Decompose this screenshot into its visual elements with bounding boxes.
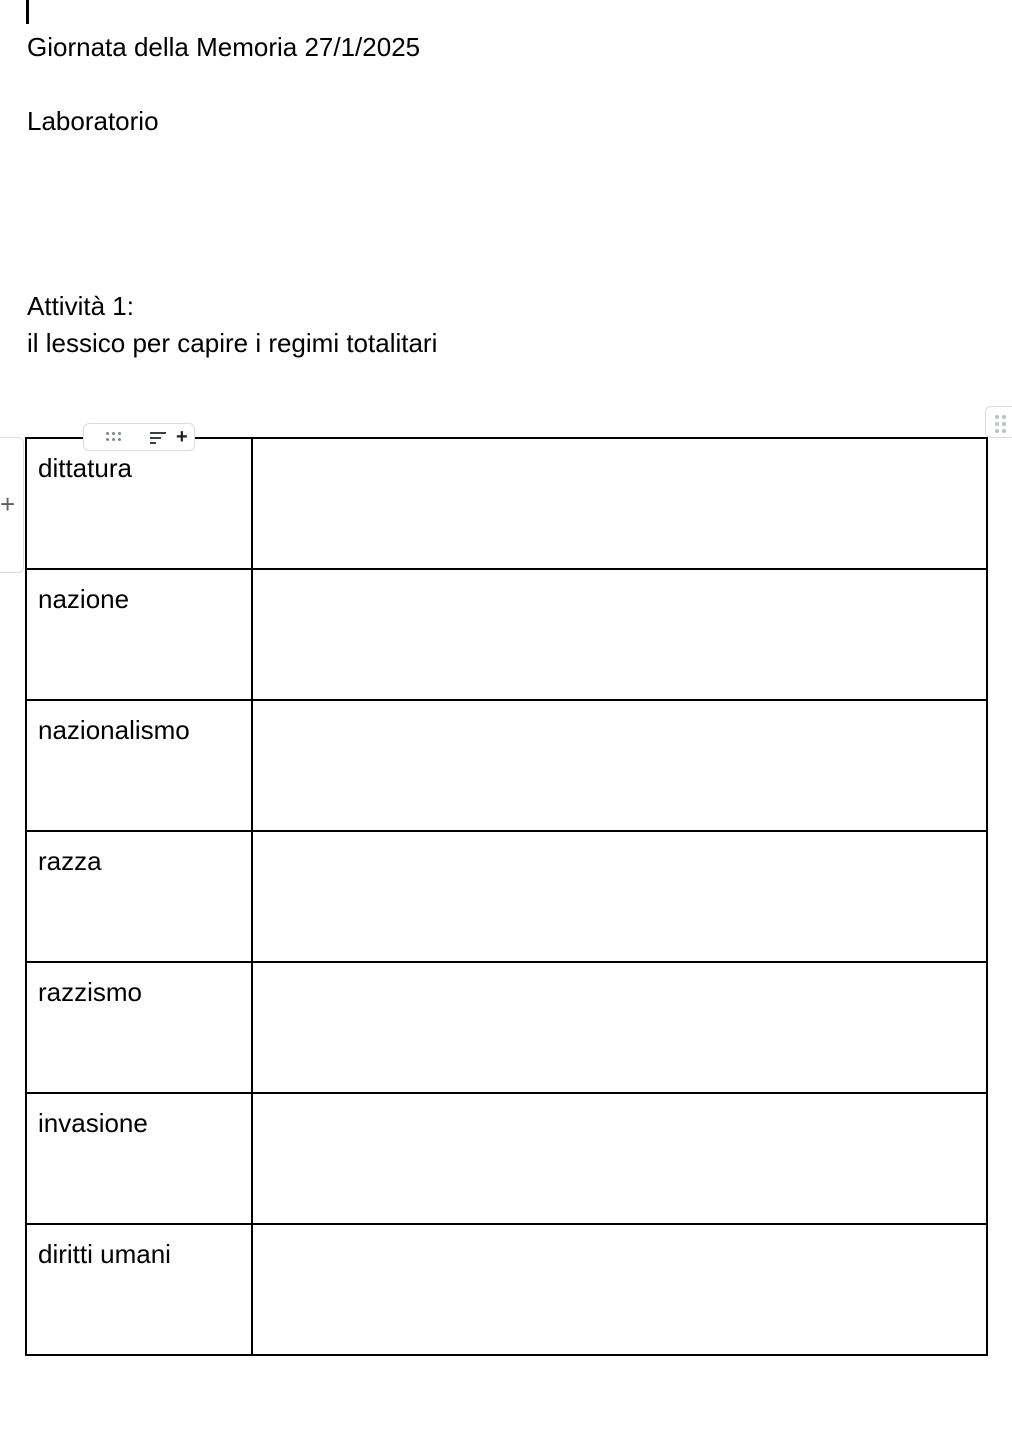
activity-label: Attività 1: <box>27 291 134 321</box>
definition-cell[interactable] <box>252 1224 987 1355</box>
lexicon-table-container <box>25 437 986 1356</box>
definition-cell[interactable] <box>252 569 987 700</box>
table-row <box>26 962 987 1093</box>
term-cell[interactable]: invasione <box>26 1093 252 1224</box>
term-cell[interactable]: nazione <box>26 569 252 700</box>
definition-cell[interactable] <box>252 438 987 569</box>
definition-cell[interactable] <box>252 700 987 831</box>
definition-cell[interactable] <box>252 1093 987 1224</box>
definition-cell[interactable] <box>252 962 987 1093</box>
table-row <box>26 1093 987 1224</box>
table-toolbar <box>83 423 195 451</box>
table-row <box>26 569 987 700</box>
lexicon-table <box>25 437 988 1356</box>
table-row <box>26 438 987 569</box>
term-cell[interactable]: nazionalismo <box>26 700 252 831</box>
sort-icon[interactable] <box>150 431 168 445</box>
column-drag-handle-icon[interactable] <box>985 406 1012 438</box>
table-row <box>26 1224 987 1355</box>
table-row <box>26 831 987 962</box>
drag-handle-icon[interactable] <box>106 432 126 444</box>
document-subtitle: Laboratorio <box>27 106 159 136</box>
term-cell[interactable]: diritti umani <box>26 1224 252 1355</box>
document-title: Giornata della Memoria 27/1/2025 <box>27 32 421 62</box>
add-row-icon[interactable]: + <box>0 489 16 519</box>
term-cell[interactable]: dittatura <box>26 438 252 569</box>
term-cell[interactable]: razzismo <box>26 962 252 1093</box>
text-cursor <box>26 0 29 24</box>
table-row <box>26 700 987 831</box>
plus-icon[interactable]: + <box>176 426 188 448</box>
activity-description: il lessico per capire i regimi totalitari <box>27 328 438 358</box>
term-cell[interactable]: razza <box>26 831 252 962</box>
definition-cell[interactable] <box>252 831 987 962</box>
